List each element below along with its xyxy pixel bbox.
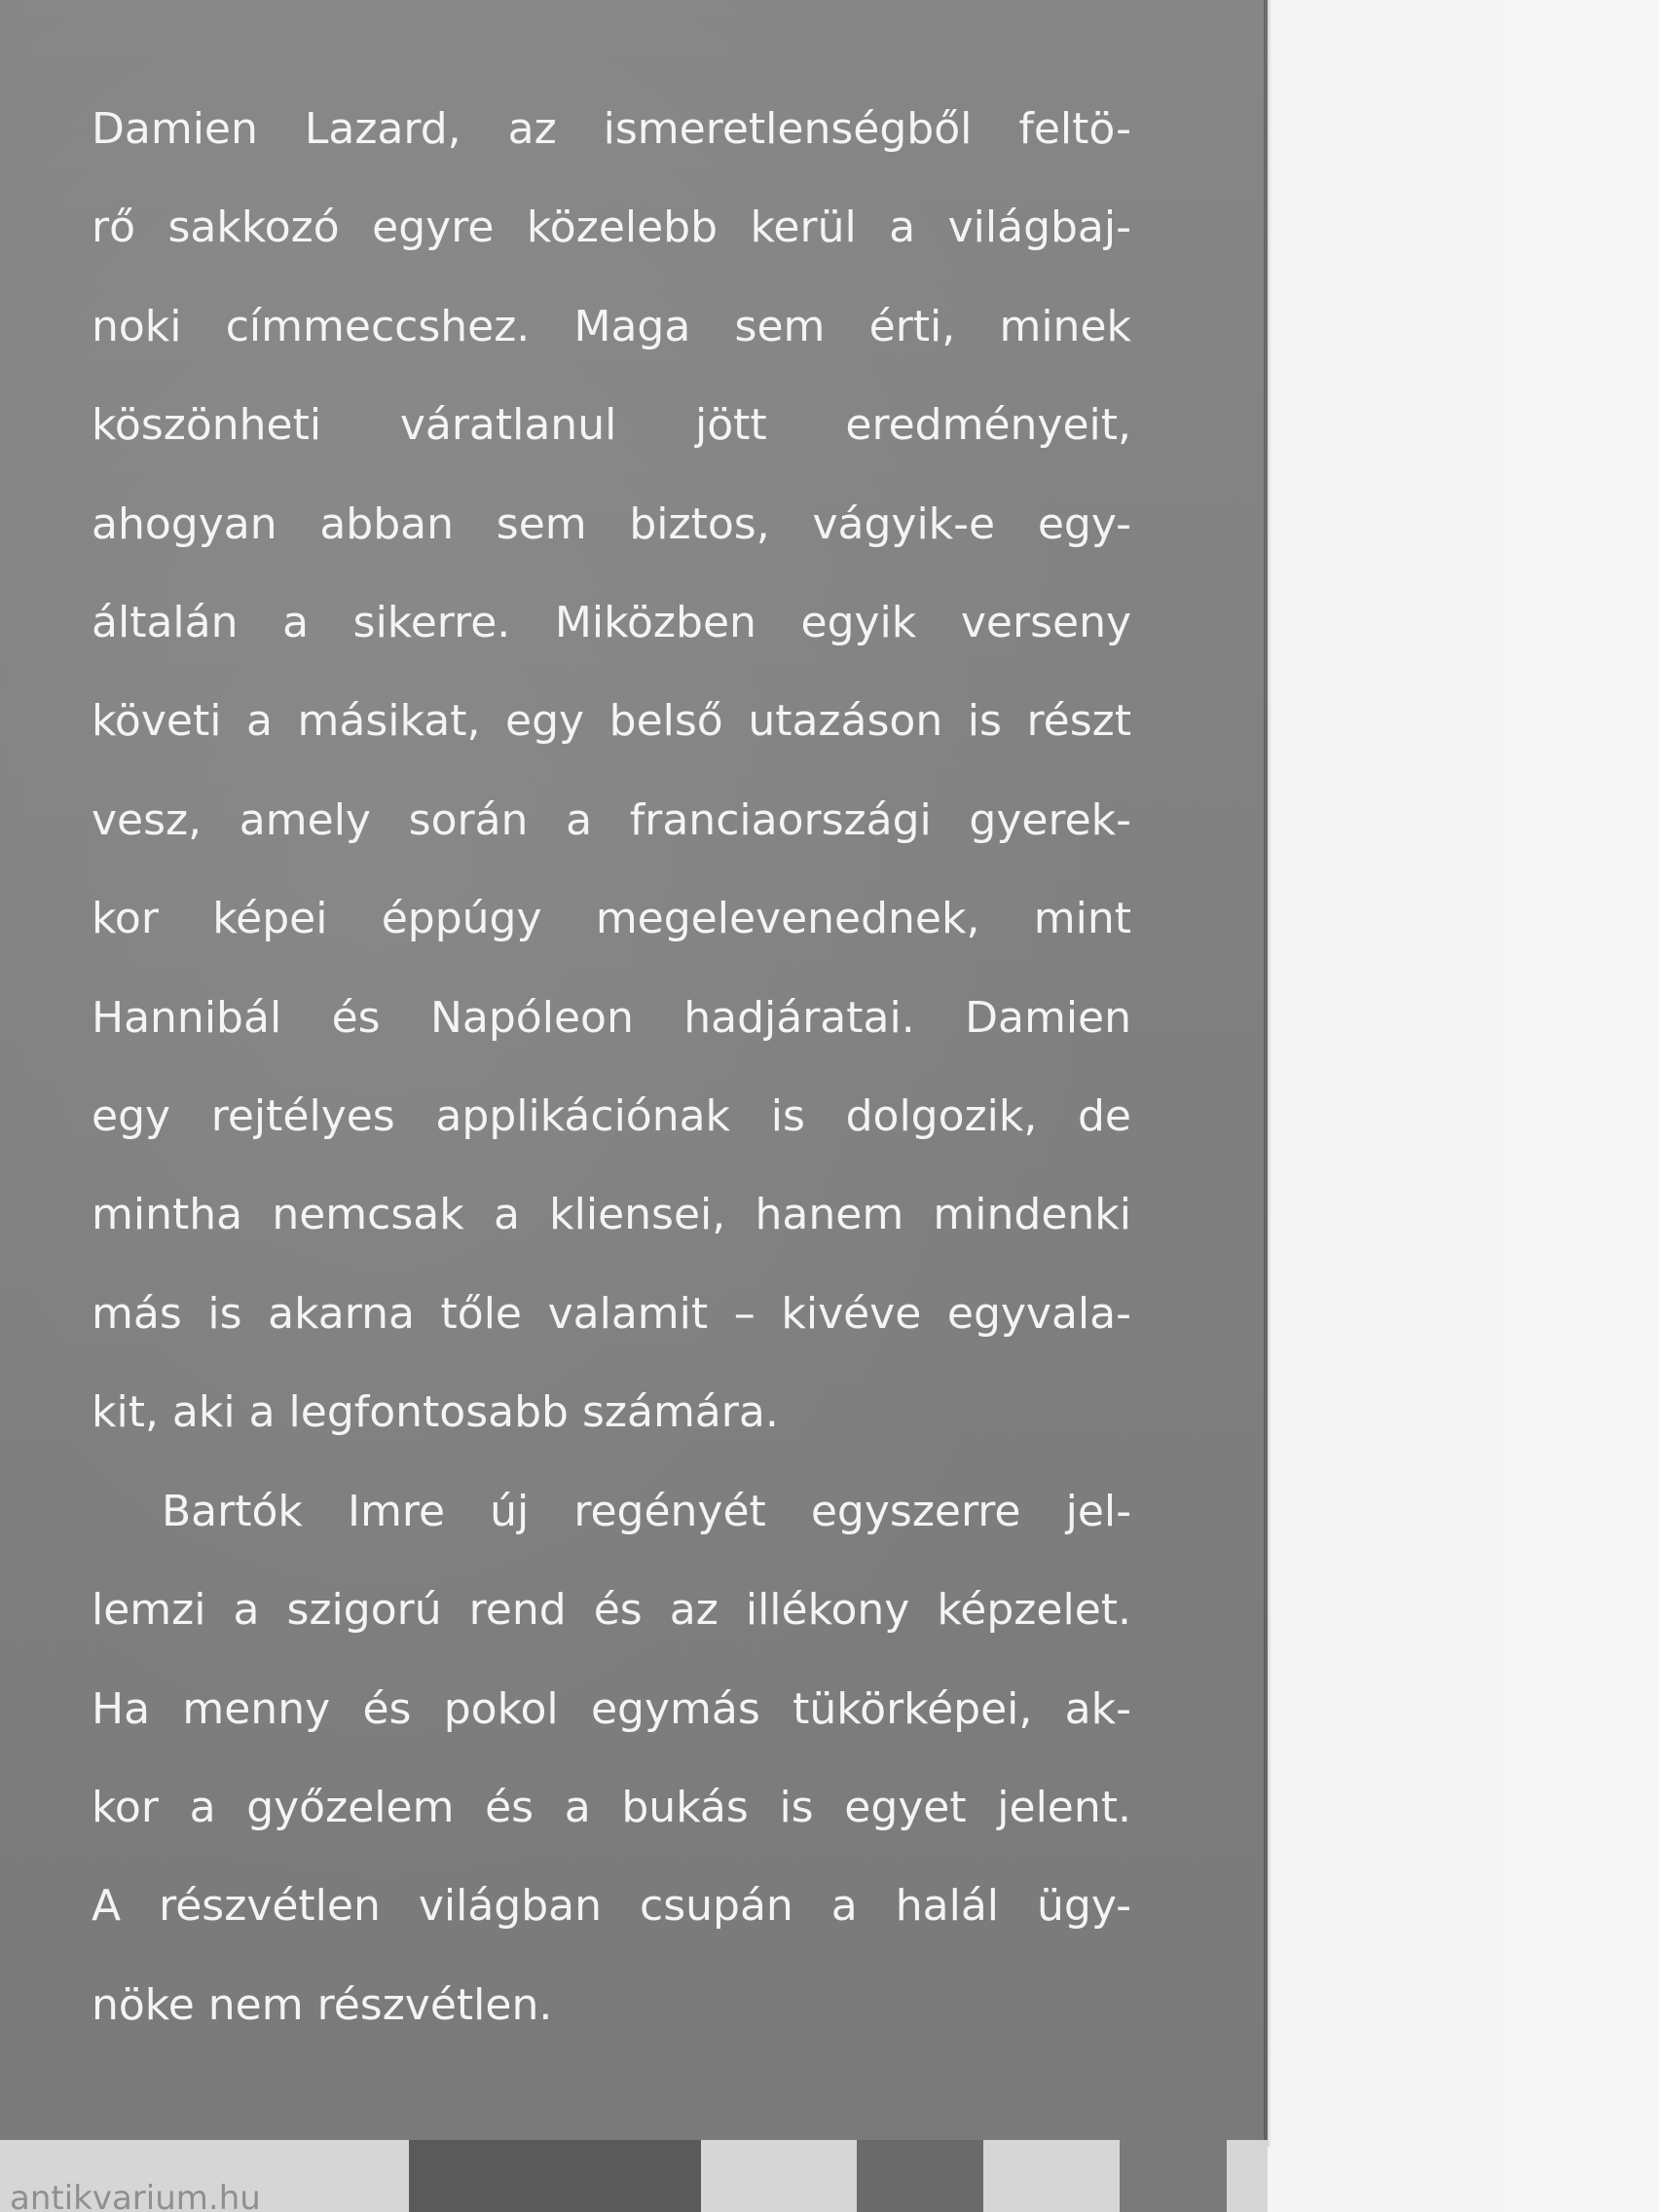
- blurb-text: [92, 80, 1131, 2054]
- blurb-line: kit, aki a legfontosabb számára.: [92, 1387, 779, 1438]
- book-edge-shadow: [1264, 0, 1272, 2147]
- blurb-line: követi a másikat, egy belső utazáson is részt: [92, 696, 1131, 747]
- blurb-paragraph-1: [92, 80, 1131, 1462]
- blurb-line: Ha menny és pokol egymás tükörképei, ak-: [92, 1683, 1131, 1734]
- blurb-line: ahogyan abban sem biztos, vágyik-e egy-: [92, 498, 1131, 549]
- blurb-line: noki címmeccshez. Maga sem érti, minek: [92, 301, 1131, 351]
- blurb-line: A részvétlen világban csupán a halál ügy-: [92, 1881, 1131, 1932]
- cover-bottom-image-strip: [0, 2140, 1268, 2212]
- blurb-line: egy rejtélyes applikációnak is dolgozik, de: [92, 1091, 1131, 1142]
- blurb-line: mintha nemcsak a kliensei, hanem mindenki: [92, 1190, 1131, 1240]
- blurb-line: lemzi a szigorú rend és az illékony képzelet.: [92, 1585, 1131, 1636]
- blurb-line: vesz, amely során a franciaországi gyerek-: [92, 794, 1131, 845]
- watermark-url: antikvarium.hu: [10, 2179, 261, 2212]
- blurb-paragraph-2: [92, 1462, 1131, 2054]
- cover-image-shape: [1120, 2140, 1227, 2212]
- blurb-line: Damien Lazard, az ismeretlenségből feltö-: [92, 104, 1131, 154]
- blurb-line: más is akarna tőle valamit – kivéve egyvala-: [92, 1288, 1131, 1339]
- blurb-line: rő sakkozó egyre közelebb kerül a világbaj-: [92, 203, 1131, 253]
- blurb-line: általán a sikerre. Miközben egyik verseny: [92, 598, 1131, 648]
- blurb-line: köszönheti váratlanul jött eredményeit,: [92, 400, 1131, 451]
- blurb-line: kor képei éppúgy megelevenednek, mint: [92, 894, 1131, 944]
- blurb-line: kor a győzelem és a bukás is egyet jelent.: [92, 1782, 1131, 1832]
- blurb-line: Hannibál és Napóleon hadjáratai. Damien: [92, 992, 1131, 1043]
- cover-image-shape: [857, 2140, 983, 2212]
- blurb-line: Bartók Imre új regényét egyszerre jel-: [162, 1486, 1131, 1536]
- cover-image-shape: [409, 2140, 701, 2212]
- blurb-line: nöke nem részvétlen.: [92, 1979, 553, 2030]
